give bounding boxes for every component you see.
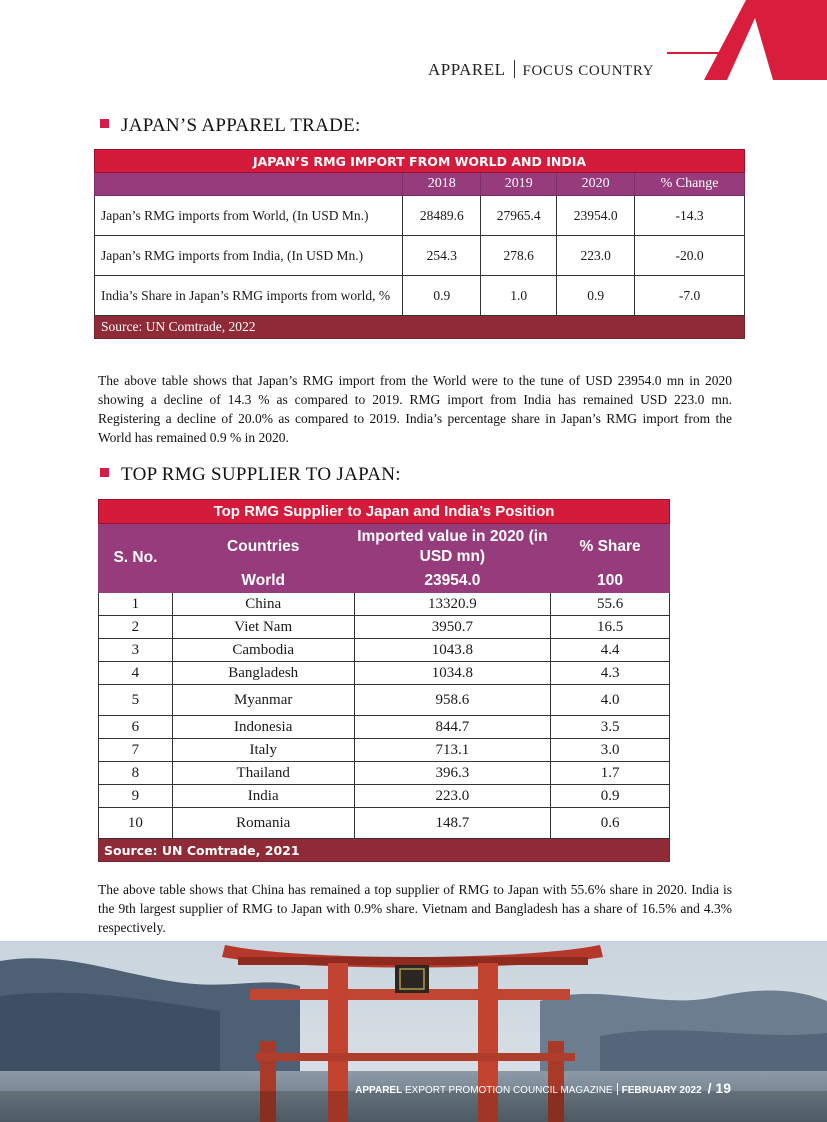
paragraph-supplier-summary: The above table shows that China has remained a top supplier of RMG to Japan with 55.6% share in 2020. India is the 9th largest supplier of RMG to Japan with 0.9% share. Vietnam and Bangladesh has a share of 16.5% and 4.3% respectively. [98, 882, 732, 935]
header-share: % Share [551, 524, 670, 570]
footer-issue: FEBRUARY 2022 [621, 1085, 702, 1096]
country-cell: Romania [172, 808, 354, 839]
sno-cell: 10 [99, 808, 173, 839]
table-row [95, 276, 745, 316]
section-title-top-supplier: TOP RMG SUPPLIER TO JAPAN: [100, 464, 401, 486]
country-cell: Indonesia [172, 716, 354, 739]
value-cell: 148.7 [354, 808, 551, 839]
cell: -20.0 [635, 236, 745, 276]
footer-brand: APPAREL [355, 1085, 403, 1096]
world-label: World [172, 570, 354, 593]
row-label: Japan’s RMG imports from India, (In USD Mn.) [95, 236, 403, 276]
sno-cell: 5 [99, 685, 173, 716]
value-cell: 844.7 [354, 716, 551, 739]
sno-cell: 6 [99, 716, 173, 739]
table-caption: Top RMG Supplier to Japan and India’s Position [99, 500, 670, 524]
share-cell: 4.4 [551, 639, 670, 662]
header-countries: Countries [172, 524, 354, 570]
table-row [99, 808, 670, 839]
table-row [99, 716, 670, 739]
table-row [99, 616, 670, 639]
header-imported-value: Imported value in 2020 (in USD mn) [354, 524, 551, 570]
share-cell: 1.7 [551, 762, 670, 785]
share-cell: 4.3 [551, 662, 670, 685]
top-supplier-table [98, 499, 670, 862]
rmg-import-table [94, 149, 745, 339]
table-header-row [95, 173, 745, 196]
sno-cell: 3 [99, 639, 173, 662]
table-row [99, 685, 670, 716]
share-cell: 0.6 [551, 808, 670, 839]
cell: -7.0 [635, 276, 745, 316]
share-cell: 4.0 [551, 685, 670, 716]
running-header [428, 60, 654, 80]
row-label: Japan’s RMG imports from World, (In USD Mn.) [95, 196, 403, 236]
cell: -14.3 [635, 196, 745, 236]
country-cell: China [172, 593, 354, 616]
country-cell: Viet Nam [172, 616, 354, 639]
value-cell: 1034.8 [354, 662, 551, 685]
country-cell: Italy [172, 739, 354, 762]
table-row [99, 662, 670, 685]
table-caption: JAPAN’S RMG IMPORT FROM WORLD AND INDIA [95, 150, 745, 173]
table-source: Source: UN Comtrade, 2022 [95, 316, 745, 339]
table-row [95, 236, 745, 276]
share-cell: 16.5 [551, 616, 670, 639]
section-name: FOCUS COUNTRY [522, 63, 655, 79]
row-label: India’s Share in Japan’s RMG imports from world, % [95, 276, 403, 316]
section-title-japan-apparel-trade: JAPAN’S APPAREL TRADE: [100, 115, 361, 137]
cell: 23954.0 [557, 196, 635, 236]
share-cell: 3.0 [551, 739, 670, 762]
footer-publication: EXPORT PROMOTION COUNCIL MAGAZINE [404, 1085, 613, 1096]
share-cell: 3.5 [551, 716, 670, 739]
table-row [99, 785, 670, 808]
bullet-square-icon [100, 468, 109, 477]
table-row [99, 593, 670, 616]
cell: 1.0 [481, 276, 557, 316]
table-source: Source: UN Comtrade, 2021 [99, 839, 670, 862]
cell: 223.0 [557, 236, 635, 276]
country-cell: Thailand [172, 762, 354, 785]
country-cell: India [172, 785, 354, 808]
table-row [95, 196, 745, 236]
corner-decoration [667, 0, 827, 80]
page-number: / 19 [707, 1080, 731, 1096]
value-cell: 223.0 [354, 785, 551, 808]
header-change: % Change [635, 173, 745, 196]
value-cell: 396.3 [354, 762, 551, 785]
table-header-row [99, 524, 670, 570]
header-2019: 2019 [481, 173, 557, 196]
value-cell: 713.1 [354, 739, 551, 762]
table-row [99, 739, 670, 762]
header-blank [95, 173, 403, 196]
sno-cell: 9 [99, 785, 173, 808]
footer-separator [617, 1083, 618, 1095]
cell: 28489.6 [403, 196, 481, 236]
header-2020: 2020 [557, 173, 635, 196]
table-row [99, 762, 670, 785]
world-share: 100 [551, 570, 670, 593]
table-row [99, 639, 670, 662]
sno-cell: 1 [99, 593, 173, 616]
sno-cell: 2 [99, 616, 173, 639]
paragraph-import-summary: The above table shows that Japan’s RMG import from the World were to the tune of USD 23954.0 mn in 2020 showing a decline of 14.3 % as compared to 2019. RMG import from India has remained USD 223.0 mn. Registering a decline of 20.0% as compared to 2019. India’s percentage share in Japan’s RMG import from the World has remained 0.9 % in 2020. [98, 373, 732, 445]
value-cell: 1043.8 [354, 639, 551, 662]
world-total-row [99, 570, 670, 593]
bullet-square-icon [100, 119, 109, 128]
header-2018: 2018 [403, 173, 481, 196]
page-footer [355, 1080, 731, 1096]
country-cell: Myanmar [172, 685, 354, 716]
cell: 27965.4 [481, 196, 557, 236]
value-cell: 958.6 [354, 685, 551, 716]
share-cell: 55.6 [551, 593, 670, 616]
sno-cell: 7 [99, 739, 173, 762]
value-cell: 3950.7 [354, 616, 551, 639]
magazine-name: APPAREL [428, 60, 506, 79]
sno-cell: 8 [99, 762, 173, 785]
header-sno: S. No. [99, 524, 173, 593]
header-separator [514, 60, 515, 78]
cell: 254.3 [403, 236, 481, 276]
share-cell: 0.9 [551, 785, 670, 808]
sno-cell: 4 [99, 662, 173, 685]
cell: 0.9 [557, 276, 635, 316]
country-cell: Cambodia [172, 639, 354, 662]
world-value: 23954.0 [354, 570, 551, 593]
cell: 278.6 [481, 236, 557, 276]
value-cell: 13320.9 [354, 593, 551, 616]
country-cell: Bangladesh [172, 662, 354, 685]
cell: 0.9 [403, 276, 481, 316]
